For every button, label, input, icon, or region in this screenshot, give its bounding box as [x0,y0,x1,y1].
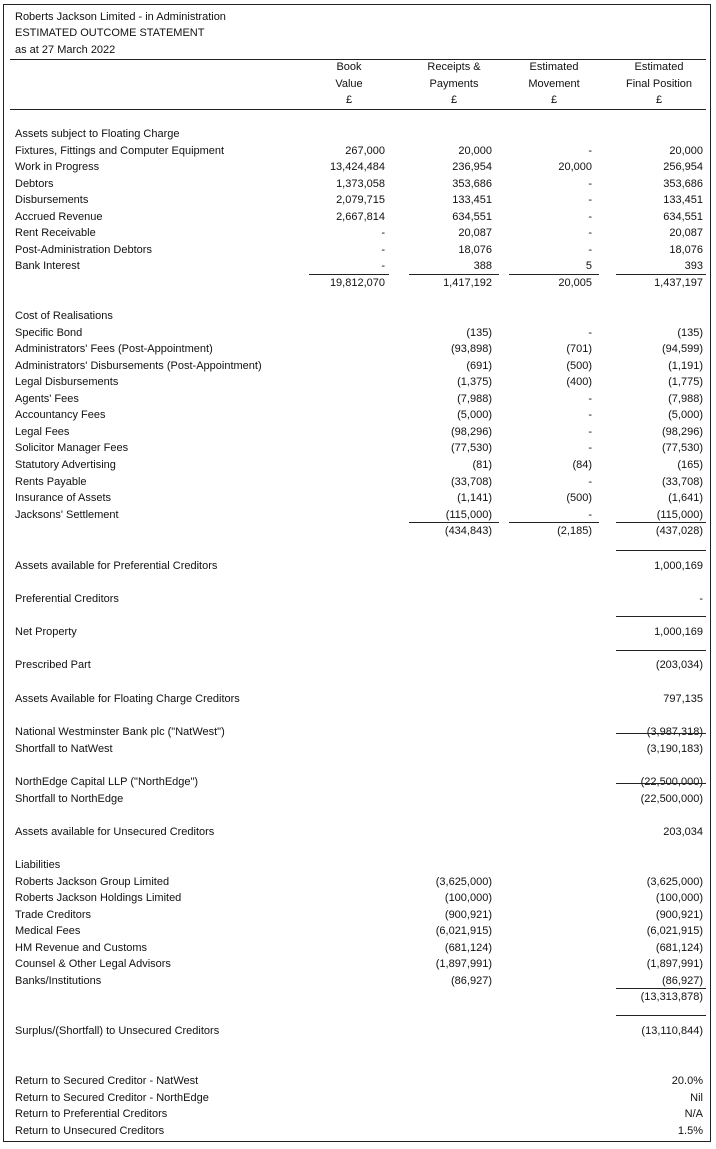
final-position-cell: (86,927) [662,974,703,987]
estimated-movement-cell: (701) [566,343,592,356]
col-header-line2: Final Position [625,77,693,90]
summary-row [4,724,712,741]
col-header-line1: Receipts & [427,61,481,73]
final-position-cell: 393 [684,260,703,273]
table-row [4,176,712,193]
book-value-cell: 2,667,814 [336,210,385,223]
row-label: Roberts Jackson Group Limited [15,875,170,888]
row-label: Debtors [15,177,54,190]
table-row [4,242,712,259]
receipts-payments-cell: (7,988) [457,392,492,405]
estimated-movement-cell: - [588,144,592,157]
final-position-cell: (1,641) [668,492,703,505]
final-position-cell: (165) [677,459,703,471]
final-position-cell: (94,599) [662,343,703,356]
receipts-payments-cell: (77,530) [451,442,492,455]
final-position-cell: (1,897,991) [646,958,703,971]
col-header-receipts-payments [409,59,499,109]
col-header-unit: £ [450,94,458,106]
row-label: Insurance of Assets [15,492,111,505]
section-heading-liabilities [4,857,712,874]
surplus-row [4,1023,712,1040]
statement-frame [3,4,711,1142]
row-label: Specific Bond [15,326,83,339]
book-value-cell: 13,424,484 [329,161,385,174]
summary-row [4,691,712,708]
col-header-estimated-final [609,59,709,109]
table-row [4,457,712,474]
receipts-payments-cell: (691) [466,359,492,372]
book-value-cell: - [381,260,385,273]
liabilities-total-row [4,989,712,1006]
final-position-cell: (203,034) [655,659,703,671]
estimated-movement-cell: - [588,326,592,339]
estimated-movement-cell: - [588,177,592,190]
section-heading-costs [4,308,712,325]
estimated-movement-cell: - [588,442,592,455]
return-row [4,1123,712,1140]
row-label: Roberts Jackson Holdings Limited [15,892,182,905]
final-position-cell: (22,500,000) [640,793,703,805]
final-position-cell: 1.5% [677,1124,703,1137]
final-position-cell: Nil [690,1091,703,1104]
row-label: Rents Payable [15,475,87,488]
final-position-cell: 18,076 [669,243,703,256]
final-position-cell: (3,987,318) [646,726,703,738]
row-label: National Westminster Bank plc ("NatWest") [15,726,225,738]
row-label: HM Revenue and Customs [15,941,148,954]
final-position-cell: (1,191) [668,359,703,372]
final-position-cell: 20.0% [671,1075,703,1087]
receipts-payments-cell: (98,296) [451,425,492,438]
final-position-cell: (98,296) [662,425,703,438]
final-position-cell: (33,708) [662,475,703,488]
row-label: NorthEdge Capital LLP ("NorthEdge") [15,776,199,788]
final-position-cell: (3,625,000) [646,875,703,888]
row-label: Return to Secured Creditor - NorthEdge [15,1091,209,1104]
section-heading: Assets subject to Floating Charge [15,128,180,140]
summary-row [4,657,712,674]
col-header-line2: Payments [429,77,479,90]
table-row [4,940,712,957]
col-header-line2: Movement [528,77,580,90]
receipts-payments-cell: 18,076 [458,243,492,256]
receipts-payments-cell: (900,921) [444,908,492,921]
col-header-unit: £ [655,94,663,106]
table-row [4,225,712,242]
book-value-cell: 267,000 [345,144,385,157]
final-position-cell: 353,686 [663,177,703,190]
final-position-cell: (900,921) [655,908,703,921]
section-heading-floating [4,126,712,143]
row-label: Shortfall to NorthEdge [15,793,124,805]
receipts-payments-cell: (115,000) [445,508,492,521]
row-label: Statutory Advertising [15,459,116,471]
table-row [4,490,712,507]
company-name: Roberts Jackson Limited - in Administration [15,11,226,23]
estimated-movement-cell: - [588,194,592,207]
receipts-payments-cell: (1,897,991) [435,958,492,971]
col-header-unit: £ [345,94,353,106]
final-position-cell: 634,551 [663,210,703,223]
table-row [4,407,712,424]
summary-rule [616,550,706,551]
summary-rule [616,616,706,617]
summary-row [4,624,712,641]
estimated-movement-cell: - [588,475,592,488]
table-row [4,890,712,907]
final-position-cell: (22,500,000) [640,776,703,788]
estimated-movement-cell: - [588,210,592,223]
receipts-payments-cell: (1,141) [457,492,492,505]
column-header-rule [10,109,706,110]
estimated-movement-cell: - [588,508,592,521]
book-value-cell: - [381,227,385,240]
row-label: Banks/Institutions [15,974,102,987]
section-heading: Liabilities [15,859,61,871]
table-row [4,424,712,441]
receipts-payments-cell: (1,375) [457,376,492,389]
final-position-cell: 797,135 [663,693,703,705]
floating-total-row [4,275,712,292]
col-header-estimated-movement [509,59,599,109]
receipts-payments-cell: 20,087 [458,227,492,240]
table-row [4,923,712,940]
final-position-cell: (7,988) [668,392,703,405]
estimated-movement-cell: (84) [572,459,592,471]
table-row [4,258,712,275]
row-label: Preferential Creditors [15,593,119,605]
summary-rule [616,783,706,784]
row-label: Return to Preferential Creditors [15,1108,168,1121]
receipts-payments-cell: (93,898) [451,343,492,356]
summary-row [4,824,712,841]
final-position-cell: N/A [684,1108,703,1121]
estimated-movement-cell: (400) [566,376,592,389]
summary-row [4,791,712,808]
receipts-payments-cell: 634,551 [452,210,492,223]
row-label: Disbursements [15,194,89,207]
section-heading: Cost of Realisations [15,310,113,323]
receipts-payments-cell: (100,000) [444,892,492,905]
summary-row [4,774,712,791]
summary-rule [616,733,706,734]
row-label: Return to Secured Creditor - NatWest [15,1075,199,1087]
receipts-payments-cell: 388 [473,260,492,273]
table-row [4,907,712,924]
table-row [4,374,712,391]
estimated-movement-cell: - [588,392,592,405]
row-label: Administrators' Disbursements (Post-Appointment) [15,359,262,372]
row-label: Work in Progress [15,161,100,174]
table-row [4,325,712,342]
final-position-total: (13,313,878) [640,991,703,1004]
estimated-movement-cell: - [588,409,592,422]
table-row [4,192,712,209]
receipts-payments-cell: 133,451 [452,194,492,207]
estimated-movement-cell: (500) [566,359,592,372]
table-row [4,474,712,491]
col-header-line2: Value [335,77,363,90]
row-label: Agents' Fees [15,392,79,405]
final-position-cell: (100,000) [655,892,703,905]
receipts-payments-cell: (86,927) [451,974,492,987]
row-label: Surplus/(Shortfall) to Unsecured Creditors [15,1025,220,1037]
table-row [4,341,712,358]
final-position-cell: 20,087 [669,227,703,240]
book-value-cell: 2,079,715 [336,194,385,207]
row-label: Post-Administration Debtors [15,243,152,256]
book-value-cell: - [381,243,385,256]
table-row [4,159,712,176]
final-position-cell: (681,124) [655,941,703,954]
summary-row [4,558,712,575]
summary-row [4,741,712,758]
final-position-cell: (135) [677,326,703,339]
row-label: Assets available for Preferential Creditors [15,560,218,572]
receipts-payments-cell: 353,686 [452,177,492,190]
table-row [4,973,712,990]
row-label: Shortfall to NatWest [15,743,113,755]
receipts-payments-cell: (6,021,915) [435,925,492,938]
costs-total-row [4,523,712,540]
table-row [4,956,712,973]
summary-rule [616,650,706,651]
col-header-line1: Book [336,61,362,73]
estimated-movement-cell: - [588,425,592,438]
return-row [4,1090,712,1107]
final-position-cell: 20,000 [669,144,703,157]
table-row [4,440,712,457]
row-label: Accountancy Fees [15,409,106,422]
final-position-cell: 203,034 [663,826,703,838]
final-position-cell: 133,451 [663,194,703,207]
return-row [4,1106,712,1123]
row-label: Jacksons' Settlement [15,508,119,521]
statement-title: ESTIMATED OUTCOME STATEMENT [15,27,205,39]
row-label: Fixtures, Fittings and Computer Equipment [15,144,225,157]
table-row [4,143,712,160]
estimated-movement-cell: (500) [566,492,592,505]
row-label: Bank Interest [15,260,80,273]
col-header-line1: Estimated [529,61,579,73]
row-label: Prescribed Part [15,659,91,671]
row-label: Accrued Revenue [15,210,103,223]
final-position-cell: (13,110,844) [641,1025,703,1037]
row-label: Assets Available for Floating Charge Creditors [15,693,240,705]
row-label: Legal Disbursements [15,376,119,389]
statement-date: as at 27 March 2022 [15,44,116,56]
book-value-total: 19,812,070 [329,276,385,289]
receipts-payments-cell: (681,124) [444,941,492,954]
receipts-payments-total: 1,417,192 [443,276,492,289]
table-row [4,391,712,408]
col-header-line1: Estimated [634,61,684,73]
final-position-cell: 256,954 [663,161,703,174]
receipts-payments-total: (434,843) [444,525,492,538]
row-label: Legal Fees [15,425,70,438]
row-label: Solicitor Manager Fees [15,442,129,455]
table-row [4,358,712,375]
receipts-payments-cell: (33,708) [451,475,492,488]
final-position-total: (437,028) [655,525,703,538]
receipts-payments-cell: 20,000 [458,144,492,157]
final-position-cell: - [699,593,703,605]
row-label: Rent Receivable [15,227,96,240]
table-row [4,874,712,891]
final-position-total: 1,437,197 [654,276,703,289]
row-label: Return to Unsecured Creditors [15,1124,165,1137]
estimated-movement-cell: - [588,227,592,240]
final-position-cell: (1,775) [668,376,703,389]
final-position-cell: 1,000,169 [654,626,703,638]
table-row [4,507,712,524]
row-label: Assets available for Unsecured Creditors [15,826,215,838]
final-position-cell: (5,000) [668,409,703,422]
receipts-payments-cell: (3,625,000) [435,875,492,888]
final-position-cell: (77,530) [662,442,703,455]
row-label: Net Property [15,626,77,638]
col-header-book-value [309,59,389,109]
estimated-movement-cell: 20,000 [558,161,592,174]
receipts-payments-cell: (5,000) [457,409,492,422]
row-label: Trade Creditors [15,908,92,921]
col-header-unit: £ [550,94,558,106]
row-label: Administrators' Fees (Post-Appointment) [15,343,213,356]
receipts-payments-cell: (135) [466,326,492,339]
final-position-cell: (115,000) [656,508,703,521]
estimated-movement-total: (2,185) [557,525,592,538]
return-row [4,1073,712,1090]
final-position-cell: (3,190,183) [646,743,703,755]
final-position-cell: (6,021,915) [646,925,703,938]
estimated-movement-cell: 5 [585,260,592,273]
estimated-movement-cell: - [588,243,592,256]
row-label: Medical Fees [15,925,81,938]
receipts-payments-cell: 236,954 [452,161,492,174]
estimated-movement-total: 20,005 [558,276,592,289]
row-label: Counsel & Other Legal Advisors [15,958,171,971]
receipts-payments-cell: (81) [472,459,492,471]
table-row [4,209,712,226]
final-position-cell: 1,000,169 [654,560,703,572]
summary-row [4,591,712,608]
surplus-rule [616,1015,706,1016]
book-value-cell: 1,373,058 [336,177,385,190]
